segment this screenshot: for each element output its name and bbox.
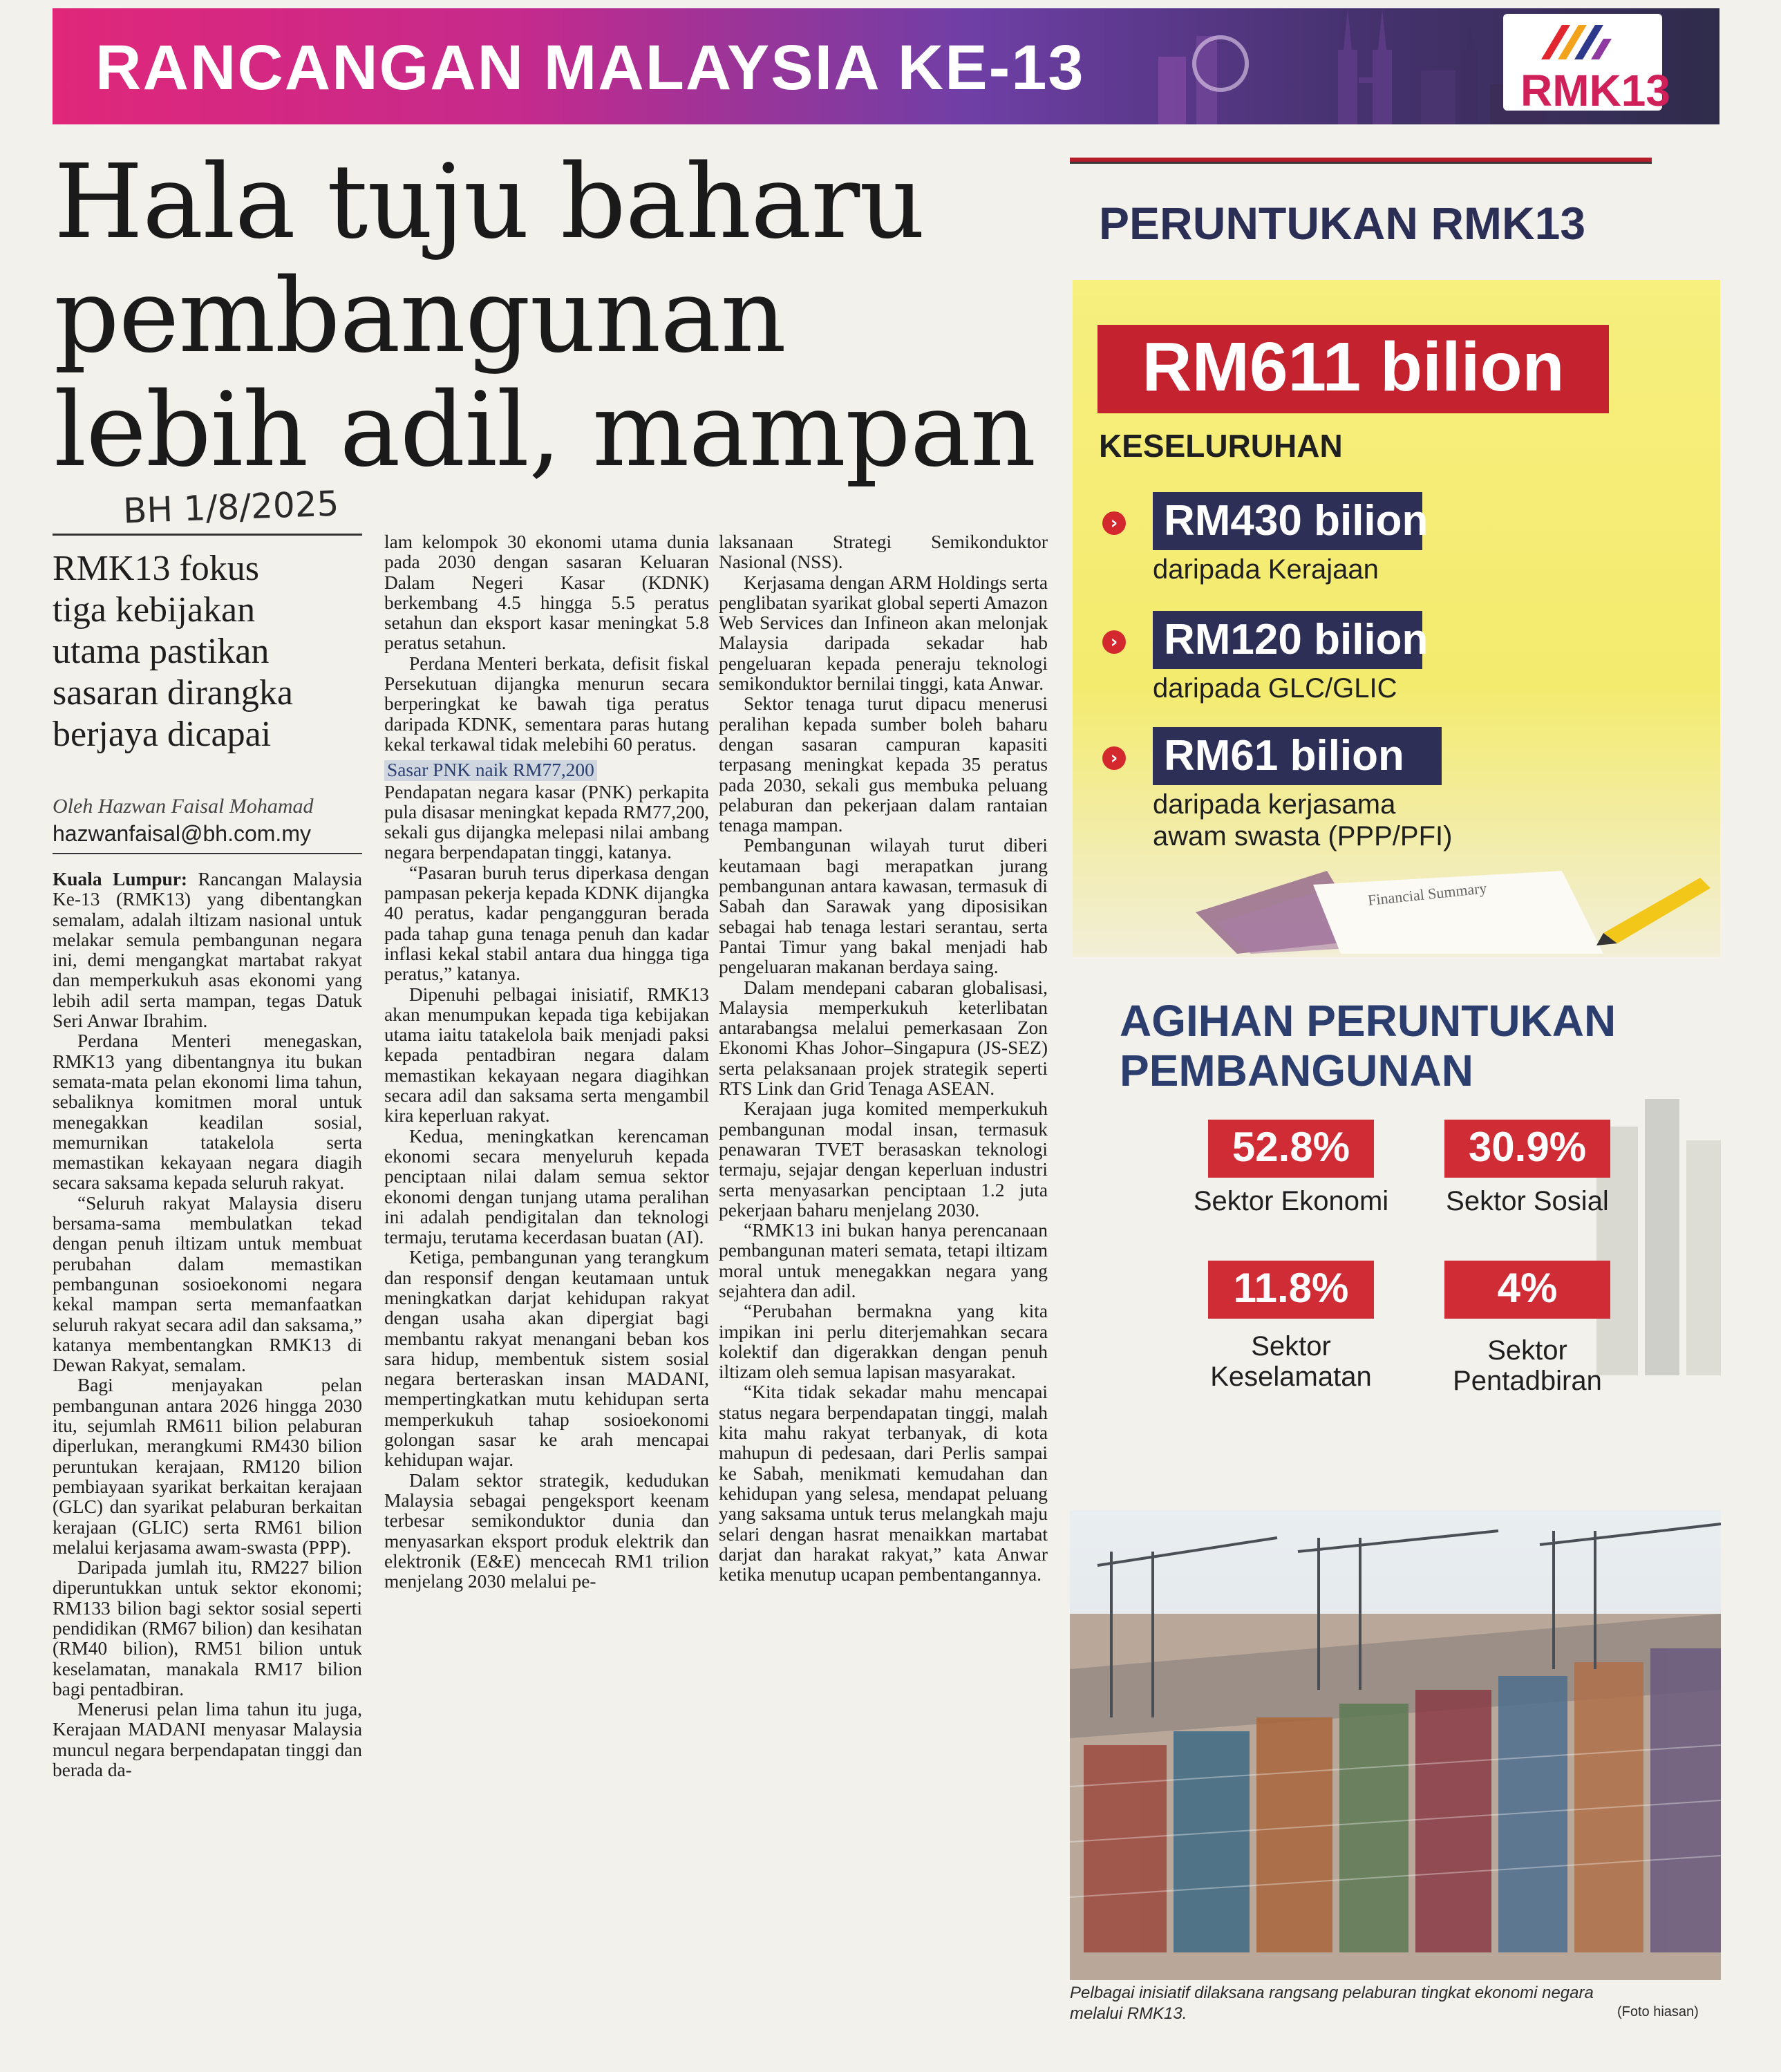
article-paragraph: Sektor tenaga turut dipacu menerusi peralihan kepada sumber boleh baharu dengan sasaran campuran kapasiti terpasang meningkat kepada 35 peratus pada 2030, sekali gus membuka peluang pelaburan dan pekerjaan dalam rantaian tenaga mampan. [719, 693, 1048, 836]
rmk13-logo-text: RMK13 [1520, 66, 1670, 115]
article-paragraph: Dalam mendepani cabaran globalisasi, Malaysia memperkukuh keterlibatan antarabangsa melalui pemerkasaan Zon Ekonomi Khas Johor–Singapura (JS-SEZ) serta pelaksanaan projek strategik seperti RTS Link dan Grid Tenaga ASEAN. [719, 977, 1048, 1100]
allocation-label: Keselamatan [1210, 1362, 1372, 1392]
allocation-label: Sektor [1251, 1331, 1331, 1362]
article-column-3 [719, 532, 1048, 1585]
article-paragraph: Kerajaan juga komited memperkukuh pembangunan modal insan, termasuk penawaran TVET berasaskan teknologi termaju, sejajar dengan keperluan industri serta menyasarkan penciptaan 1.2 juta pekerjaan baharu menjelang 2030. [719, 1098, 1048, 1221]
deck-line: berjaya dicapai [53, 715, 272, 754]
article-paragraph: “RMK13 ini bukan hanya perencanaan pembangunan materi semata, tetapi iltizam moral untuk menegakkan negara yang sejahtera dan adil. [719, 1220, 1048, 1301]
byline-divider [53, 853, 362, 854]
rmk13-logo-mark-icon [1534, 18, 1617, 66]
article-paragraph: Pembangunan wilayah turut diberi keutamaan bagi merapatkan jurang pembangunan antara kawasan, termasuk di Sabah dan Sarawak yang diposisikan sebagai hab tenaga lestari serantau, serta Pantai Timur yang bakal menjadi hab pengeluaran makanan berdaya saing. [719, 835, 1048, 978]
article-paragraph: “Kita tidak sekadar mahu mencapai status negara berpendapatan tinggi, malah kita mahu rakyat terbanyak, di kota mahupun di pedesaan, dari Perlis sampai ke Sabah, menikmati kemudahan dan kehidupan yang selesa, mendapat peluang yang saksama untuk terus melangkah maju selari dengan hasrat menaikkan martabat darjat dan harakat rakyat,” kata Anwar ketika menutup ucapan pembentangannya. [719, 1382, 1048, 1585]
article-paragraph: laksanaan Strategi Semikonduktor Nasional (NSS). [719, 531, 1048, 573]
infographic-heading: PERUNTUKAN RMK13 [1099, 198, 1586, 249]
article-paragraph: “Pasaran buruh terus diperkasa dengan pampasan pekerja kepada KDNK dijangka 40 peratus, kadar pengangguran berada pada tahap guna tenaga penuh dan kadar inflasi kekal stabil antara dua hingga tiga peratus,” katanya. [384, 862, 709, 985]
source-label: daripada GLC/GLIC [1153, 673, 1397, 704]
headline-line-1: Hala tuju baharu [54, 142, 925, 261]
document-text: Financial Summary [1366, 879, 1488, 909]
chevron-right-icon: › [1102, 746, 1126, 770]
article-paragraph: Bagi menjayakan pelan pembangunan antara 2026 hingga 2030 itu, sejumlah RM611 bilion pelaburan diperlukan, merangkumi RM430 bilion peruntukan kerajaan, RM120 bilion pembiayaan syarikat berkaitan kerajaan (GLC) dan syarikat pelaburan berkaitan kerajaan (GLIC) serta RM61 bilion melalui kerjasama awam-swasta (PPP). [53, 1375, 362, 1558]
deck-line: utama pastikan [53, 632, 270, 671]
total-allocation-label: KESELURUHAN [1099, 428, 1343, 464]
allocation-label: Sektor Ekonomi [1193, 1186, 1389, 1216]
article-paragraph: Kedua, meningkatkan kerencaman ekonomi secara menyeluruh kepada penciptaan nilai dalam semua sektor ekonomi dengan tunjang utama peralihan ini adalah pendigitalan dan teknologi termaju, terutama kecerdasan buatan (AI). [384, 1125, 709, 1248]
infographic-top-rule-dark [1070, 162, 1652, 164]
allocation-heading: PEMBANGUNAN [1120, 1046, 1473, 1095]
source-value: RM61 bilion [1164, 732, 1404, 780]
article-paragraph: lam kelompok 30 ekonomi utama dunia pada 2030 dengan sasaran Keluaran Dalam Negeri Kasar (KDNK) berkembang 4.5 hingga 5.5 peratus setahun dan eksport kasar meningkat 5.8 peratus setahun. [384, 531, 709, 654]
source-value: RM120 bilion [1164, 616, 1429, 663]
total-allocation-value: RM611 bilion [1142, 328, 1565, 406]
deck-line: RMK13 fokus [53, 549, 260, 588]
allocation-label: Pentadbiran [1453, 1366, 1602, 1396]
allocation-value: 4% [1497, 1265, 1558, 1311]
allocation-label: Sektor Sosial [1446, 1186, 1609, 1216]
banner-title: RANCANGAN MALAYSIA KE-13 [95, 32, 1085, 103]
article-paragraph: Kerjasama dengan ARM Holdings serta penglibatan syarikat global seperti Amazon Web Services dan Infineon akan melonjak Malaysia daripada sekadar hab pengeluaran kepada peneraju teknologi semikonduktor bernilai tinggi, kata Anwar. [719, 572, 1048, 695]
deck-divider [53, 534, 362, 536]
source-label: daripada Kerajaan [1153, 554, 1379, 585]
headline-line-3: lebih adil, mampan [54, 370, 1036, 489]
photo-caption: Pelbagai inisiatif dilaksana rangsang pelaburan tingkat ekonomi negara [1070, 1984, 1594, 2002]
deck-line: sasaran dirangka [53, 673, 293, 713]
byline-author: Oleh Hazwan Faisal Mohamad [53, 795, 314, 818]
allocation-value: 52.8% [1232, 1124, 1350, 1170]
headline-line-2: pembangunan [54, 256, 786, 375]
source-value: RM430 bilion [1164, 497, 1429, 545]
article-paragraph: Perdana Menteri berkata, defisit fiskal Persekutuan dijangka menurun secara berperingkat ke bawah tiga peratus daripada KDNK, sementara paras hutang kekal terkawal tidak melebihi 60 peratus. [384, 652, 709, 755]
allocation-value: 11.8% [1233, 1265, 1349, 1311]
article-paragraph: Dalam sektor strategik, kedudukan Malaysia sebagai pengeksport keenam terbesar semikonduktor dunia dan menyasarkan eksport produk elektrik dan elektronik (E&E) mencecah RM1 trilion menjelang 2030 melalui pe- [384, 1469, 709, 1592]
subhead: Sasar PNK naik RM77,200 [384, 760, 597, 780]
article-paragraph: Menerusi pelan lima tahun itu juga, Kerajaan MADANI menyasar Malaysia muncul negara berpendapatan tinggi dan berada da- [53, 1699, 362, 1781]
chevron-right-icon: › [1102, 511, 1126, 535]
article-paragraph: Ketiga, pembangunan yang terangkum dan responsif dengan keutamaan untuk meningkatkan darjat kehidupan rakyat dengan usaha akan dipergiat bagi membantu rakyat menangani beban kos sara hidup, membentuk sistem sosial negara berteraskan insan MADANI, mempertingkatkan mutu kehidupan serta memperkukuh tahap sosioekonomi golongan sasar ke arah mencapai kehidupan wajar. [384, 1247, 709, 1471]
article-column-1 [53, 869, 362, 1780]
photo-caption: melalui RMK13. [1070, 2004, 1187, 2023]
article-paragraph: Perdana Menteri menegaskan, RMK13 yang dibentangnya itu bukan semata-mata pelan ekonomi lima tahun, sebaliknya komitmen moral untuk menegakkan keadilan sosial, memurnikan tatakelola serta memastikan kekayaan negara diagih secara saksama kepada seluruh rakyat. [53, 1030, 362, 1194]
article-paragraph: Dipenuhi pelbagai inisiatif, RMK13 akan menumpukan kepada tiga kebijakan utama iaitu tatakelola baik menjadi paksi kepada pentadbiran negara dalam memastikan kekayaan negara diagihkan secara adil dan saksama serta mengambil kira keperluan rakyat. [384, 983, 709, 1127]
article-paragraph: Daripada jumlah itu, RM227 bilion diperuntukkan untuk sektor ekonomi; RM133 bilion bagi sektor sosial seperti pendidikan (RM67 bilion) dan kesihatan (RM40 bilion), RM51 bilion untuk keselamatan, manakala RM17 bilion bagi pentadbiran. [53, 1557, 362, 1699]
article-paragraph: Pendapatan negara kasar (PNK) perkapita pula disasar meningkat kepada RM77,200, sekali gus dijangka melepasi nilai ambang negara berpendapatan tinggi, katanya. [384, 781, 709, 863]
port-photo [1070, 1510, 1721, 1980]
photo-credit: (Foto hiasan) [1617, 2004, 1699, 2019]
article-paragraph: “Seluruh rakyat Malaysia diseru bersama-sama membulatkan tekad dengan penuh iltizam untuk membuat perubahan dalam memastikan pembangunan sosioekonomi negara kekal mampan serta memanfaatkan seluruh rakyat secara adil dan saksama,” katanya membentangkan RMK13 di Dewan Rakyat, semalam. [53, 1192, 362, 1376]
chevron-right-icon: › [1102, 630, 1126, 654]
source-label: awam swasta (PPP/PFI) [1153, 821, 1453, 851]
dateline: Kuala Lumpur: [53, 869, 188, 889]
handwritten-date-note: BH 1/8/2025 [122, 483, 340, 531]
article-paragraph: Kuala Lumpur: Rancangan Malaysia Ke-13 (RMK13) yang dibentangkan semalam, adalah iltizam nasional untuk melakar semula pembangunan negara ini, demi mengangkat martabat rakyat dan memperkukuh asas ekonomi yang lebih adil serta mampan, tegas Datuk Seri Anwar Ibrahim. [53, 869, 362, 1032]
article-column-2 [384, 532, 709, 1592]
allocation-heading: AGIHAN PERUNTUKAN [1120, 996, 1617, 1046]
byline-email: hazwanfaisal@bh.com.my [53, 821, 311, 846]
source-label: daripada kerjasama [1153, 789, 1396, 820]
allocation-label: Sektor [1487, 1335, 1567, 1366]
money-documents-image [1078, 857, 1714, 954]
section-banner [53, 8, 1719, 124]
article-paragraph: “Perubahan bermakna yang kita impikan ini perlu diterjemahkan secara kolektif dan digerakkan dengan penuh iltizam oleh semua lapisan masyarakat. [719, 1301, 1048, 1383]
deck-line: tiga kebijakan [53, 590, 256, 630]
allocation-value: 30.9% [1468, 1124, 1587, 1170]
